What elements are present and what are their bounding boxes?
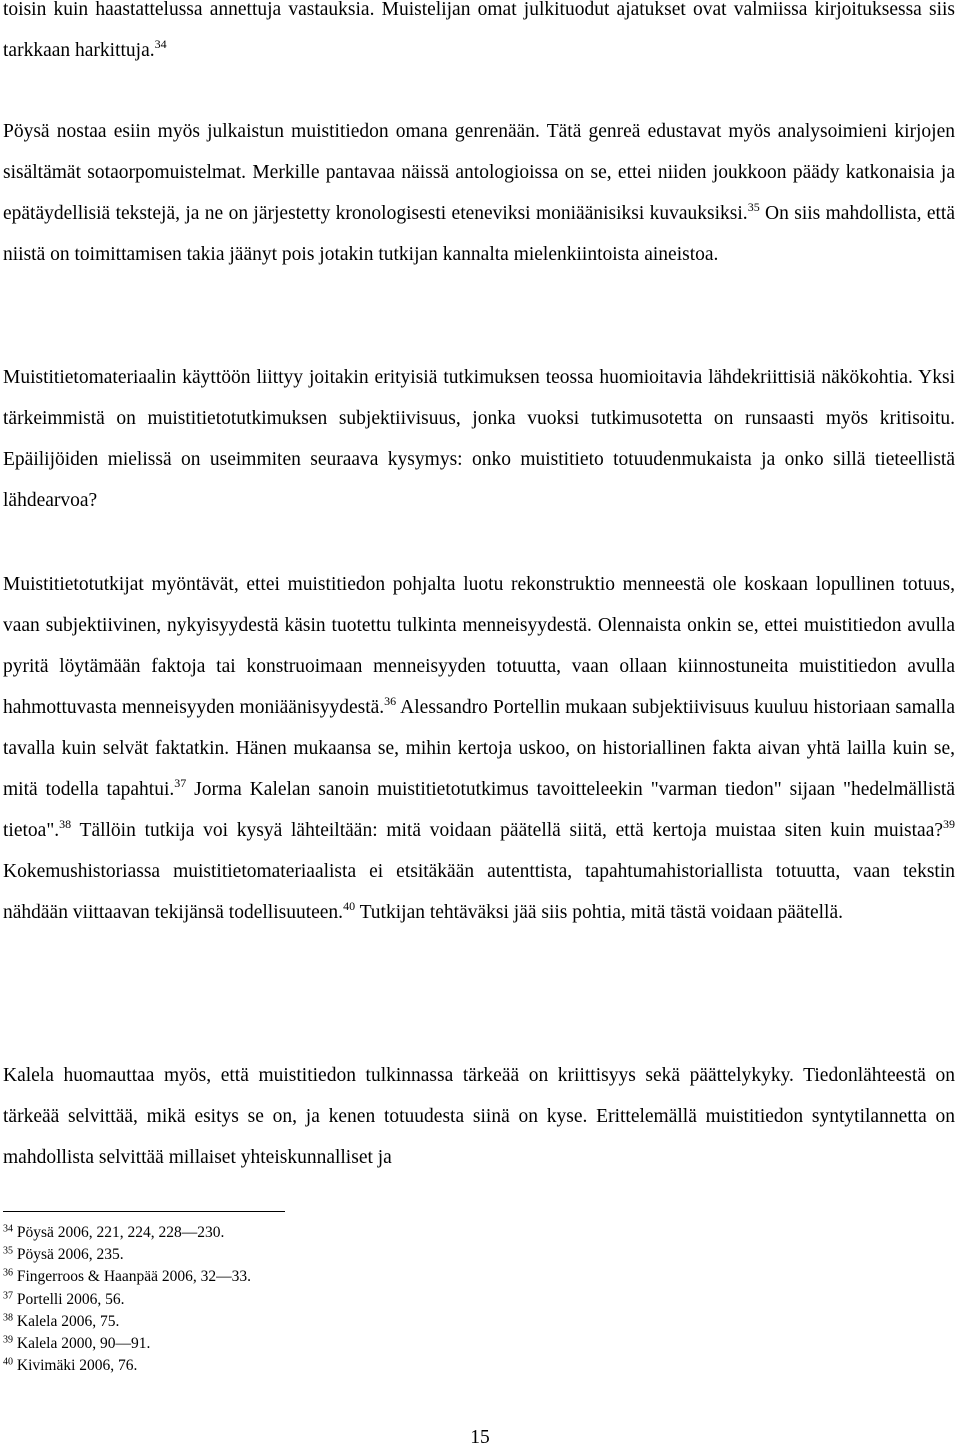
paragraph-text: Tällöin tutkija voi kysyä lähteiltään: mitä voidaan päätellä siitä, että kertoja muistaa siten kuin muistaa? xyxy=(71,820,943,841)
paragraph-text: Muistitietomateriaalin käyttöön liittyy joitakin erityisiä tutkimuksen teossa huomioitavia lähdekriittisiä näkökohtia. Yksi tärkeimmistä on muistitietotutkimuksen subjektiivisuus, jonka vuoksi tutkimusotetta on runsaasti myös kritisoitu. Epäilijöiden mielissä on useimmiten seuraava kysymys: onko muistitieto totuudenmukaista ja onko sillä tieteellistä lähdearvoa? xyxy=(3,367,955,511)
footnote-34 xyxy=(3,1222,703,1244)
footnote-40 xyxy=(3,1355,703,1377)
footnote-reference[interactable]: 40 xyxy=(343,899,356,914)
footnote-39 xyxy=(3,1333,703,1355)
footnote-37 xyxy=(3,1289,703,1311)
footnote-text: Kivimäki 2006, 76. xyxy=(16,1357,138,1375)
paragraph-lahdekriittiset-nakokohdat xyxy=(3,357,955,521)
footnote-38 xyxy=(3,1311,703,1333)
footnote-text: Pöysä 2006, 235. xyxy=(16,1246,124,1264)
footnote-text: Fingerroos & Haanpää 2006, 32—33. xyxy=(16,1268,252,1286)
footnote-36 xyxy=(3,1266,703,1288)
footnote-reference[interactable]: 36 xyxy=(384,694,397,709)
paragraph-julkaistu-muistitieto xyxy=(3,111,955,275)
page-number: 15 xyxy=(470,1427,490,1448)
footnote-35 xyxy=(3,1244,703,1266)
footnote-reference[interactable]: 38 xyxy=(59,817,72,832)
footnote-text: Kalela 2000, 90—91. xyxy=(16,1335,151,1353)
footnote-number: 36 xyxy=(3,1267,13,1279)
footnote-number: 39 xyxy=(3,1334,13,1346)
footnote-reference[interactable]: 39 xyxy=(943,817,955,832)
footnote-number: 40 xyxy=(3,1356,13,1368)
paragraph-text: Muistitietotutkijat myöntävät, ettei muistitiedon pohjalta luotu rekonstruktio menneestä ole koskaan lopullinen totuus, vaan subjektiivinen, nykyisyydestä käsin tuotettu tulkinta menneisyydestä. Olennaista onkin se, ettei muistitiedon avulla pyritä löytämään faktoja tai konstruoimaan menneisyyden totuutta, vaan ollaan kiinnostuneita muistitiedon avulla hahmottuvasta menneisyyden moniäänisyydestä. xyxy=(3,574,955,718)
footnote-number: 38 xyxy=(3,1312,13,1324)
footnote-reference[interactable]: 34 xyxy=(154,37,167,52)
paragraph-text: toisin kuin haastattelussa annettuja vastauksia. Muistelijan omat julkituodut ajatukset ovat valmiissa kirjoituksessa siis tarkkaan harkittuja. xyxy=(3,0,955,61)
paragraph-text: Tutkijan tehtäväksi jää siis pohtia, mitä tästä voidaan päätellä. xyxy=(355,902,844,923)
paragraph-text: Kalela huomauttaa myös, että muistitiedon tulkinnassa tärkeää on kriittisyys sekä päättelykyky. Tiedonlähteestä on tärkeää selvittää, mikä esitys se on, ja kenen totuudesta siinä on kyse. Erittelemällä muistitiedon syntytilannetta on mahdollista selvittää millaiset yhteiskunnalliset ja xyxy=(3,1065,955,1168)
footnote-separator xyxy=(3,1211,285,1212)
footnotes-list xyxy=(3,1222,703,1377)
footnote-text: Kalela 2006, 75. xyxy=(16,1312,120,1330)
paragraph-subjektiivisuus xyxy=(3,564,955,933)
footnote-reference[interactable]: 37 xyxy=(174,776,187,791)
footnote-number: 37 xyxy=(3,1290,13,1302)
paragraph-text: Pöysä nostaa esiin myös julkaistun muistitiedon omana genrenään. Tätä genreä edustavat myös analysoimieni kirjojen sisältämät sotaorpomuistelmat. Merkille pantavaa näissä antologioissa on se, ettei niiden joukkoon päädy katkonaisia ja epätäydellisiä tekstejä, ja ne on järjestetty kronologisesti eteneviksi moniäänisiksi kuvauksiksi. xyxy=(3,121,955,224)
footnote-number: 34 xyxy=(3,1223,13,1235)
paragraph-muistelijan-ajatukset xyxy=(3,0,955,71)
paragraph-text: Jorma Kalelan sanoin muistitietotutkimus tavoitteleekin "varman tiedon" sijaan "hedelmällistä tietoa". xyxy=(3,779,955,841)
footnote-reference[interactable]: 35 xyxy=(747,200,760,215)
paragraph-text: On siis mahdollista, että niistä on toimittamisen takia jäänyt pois jotakin tutkijan kannalta mielenkiintoista aineistoa. xyxy=(3,203,955,265)
paragraph-text: Alessandro Portellin mukaan subjektiivisuus kuuluu historiaan samalla tavalla kuin selvät faktatkin. Hänen mukaansa se, mihin kertoja uskoo, on historiallinen fakta aivan yhtä lailla kuin se, mitä todella tapahtui. xyxy=(3,697,955,800)
paragraph-text: Kokemushistoriassa muistitietomateriaalista ei etsitäkään autenttista, tapahtumahistoriallista totuutta, vaan tekstin nähdään viittaavan tekijänsä todellisuuteen. xyxy=(3,861,955,923)
paragraph-kriittisyys xyxy=(3,1055,955,1178)
footnote-number: 35 xyxy=(3,1245,13,1257)
footnote-text: Pöysä 2006, 221, 224, 228—230. xyxy=(16,1224,225,1241)
footnote-text: Portelli 2006, 56. xyxy=(16,1290,125,1308)
